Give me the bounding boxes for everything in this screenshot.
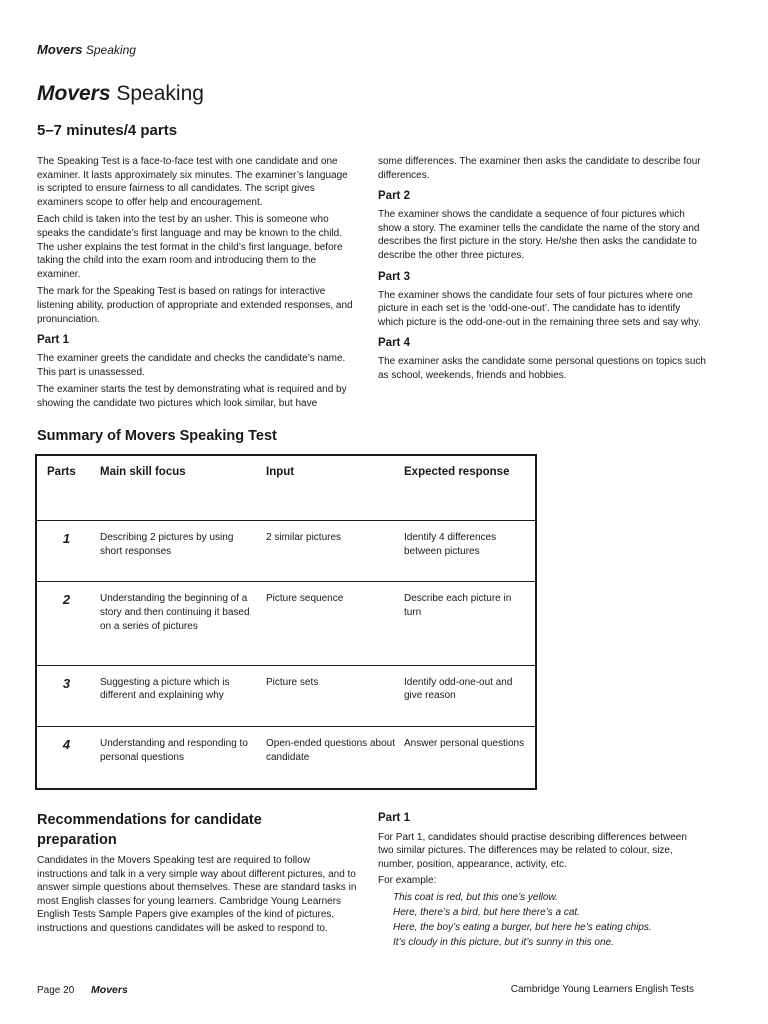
- summary-table: [35, 454, 537, 790]
- row-input: Open-ended questions about candidate: [266, 738, 395, 763]
- part-2-heading: Part 2: [378, 190, 410, 203]
- footer-series: Cambridge Young Learners English Tests: [510, 984, 694, 995]
- right-column: [378, 155, 708, 387]
- example-sentence: Here, the boy’s eating a burger, but here he’s eating chips.: [393, 922, 652, 934]
- running-head-section: Speaking: [85, 43, 136, 57]
- example-sentence: It’s cloudy in this picture, but it’s sunny in this one.: [393, 937, 614, 949]
- intro-paragraph-1: The Speaking Test is a face-to-face test with one candidate and one examiner. It lasts approximately six minutes. The examiner’s language is scripted to ensure fairness to all candidates. The script gives examiners scope to offer help and encouragement.: [37, 156, 348, 208]
- row-number: 1: [36, 521, 96, 582]
- row-response: Identify odd-one-out and give reason: [400, 665, 536, 726]
- recommendations-title: Recommendations for candidate preparation: [37, 812, 262, 848]
- part-1-heading: Part 1: [37, 334, 69, 347]
- header-input: Input: [262, 455, 400, 521]
- row-skill: Suggesting a picture which is different and explaining why: [96, 665, 262, 726]
- example-sentence: Here, there’s a bird, but here there’s a cat.: [393, 907, 580, 919]
- table-row: [36, 665, 536, 726]
- table-row: [36, 727, 536, 789]
- page-title: [37, 82, 204, 106]
- reco-part-1-heading: Part 1: [378, 812, 410, 824]
- row-response: Describe each picture in turn: [400, 582, 536, 665]
- part-1-text-2: The examiner starts the test by demonstrating what is required and by showing the candidate two pictures which look similar, but have: [37, 384, 347, 409]
- row-input: 2 similar pictures: [262, 521, 400, 582]
- recommendations-body: Candidates in the Movers Speaking test are required to follow instructions and talk in a very simple way about different pictures, and to answer simple questions about themselves. These are standard tasks in most English classes for young learners. Cambridge Young Learners English Tests Sample Papers give examples of the kind of pictures, instructions and questions candidates will be asked to respond to.: [37, 855, 357, 934]
- header-parts: Parts: [36, 455, 96, 521]
- row-input: Picture sets: [262, 665, 400, 726]
- row-number: 3: [36, 665, 96, 726]
- table-row: [36, 582, 536, 665]
- row-number: 4: [62, 737, 71, 753]
- duration-heading: 5–7 minutes/4 parts: [37, 122, 178, 139]
- row-input: Picture sequence: [262, 582, 400, 665]
- row-skill: Understanding the beginning of a story and then continuing it based on a series of pictures: [96, 582, 262, 665]
- row-response: Answer personal questions: [404, 738, 525, 750]
- footer-brand: Movers: [91, 984, 128, 996]
- row-skill: Describing 2 pictures by using short responses: [96, 521, 262, 582]
- running-head-brand: Movers: [37, 42, 83, 57]
- part-1-text-3: some differences. The examiner then asks the candidate to describe four differences.: [378, 156, 701, 181]
- part-2-text: The examiner shows the candidate a sequence of four pictures which show a story. The examiner tells the candidate the name of the story and describes the first picture in the story. He/she then asks the candidate to describe the other three pictures.: [378, 209, 700, 261]
- table-row: [36, 521, 536, 582]
- left-column: [37, 155, 357, 415]
- page-number: Page 20: [37, 985, 75, 996]
- table-header-row: [36, 455, 536, 521]
- running-head: [37, 42, 136, 57]
- row-number: 2: [36, 582, 96, 665]
- intro-paragraph-3: The mark for the Speaking Test is based on ratings for interactive listening ability, production of appropriate and extended responses, and pronunciation.: [37, 286, 353, 325]
- part-1-text-1: The examiner greets the candidate and checks the candidate’s name. This part is unassessed.: [37, 353, 346, 378]
- example-sentence: This coat is red, but this one’s yellow.: [393, 891, 558, 903]
- part-4-text: The examiner asks the candidate some personal questions on topics such as school, weekends, friends and hobbies.: [378, 356, 706, 381]
- row-skill: Understanding and responding to personal questions: [100, 738, 248, 763]
- intro-paragraph-2: Each child is taken into the test by an usher. This is someone who speaks the candidate’s first language and may be known to the child. The usher explains the test format in the child’s first language, before taking the child into the exam room and introducing them to the examiner.: [37, 214, 343, 280]
- footer-left: [37, 984, 128, 996]
- reco-part-1-text: For Part 1, candidates should practise describing differences between two similar pictures. The differences may be related to colour, size, number, position, appearance, activity, etc.: [378, 831, 687, 870]
- part-3-heading: Part 3: [378, 270, 410, 283]
- example-label: For example:: [378, 875, 437, 887]
- page-title-rest: Speaking: [116, 82, 204, 105]
- header-response: Expected response: [400, 455, 536, 521]
- part-3-text: The examiner shows the candidate four sets of four pictures where one picture in each set is the ‘odd-one-out’. The candidate has to identify which picture is the odd-one-out in the remaining three sets and say why.: [378, 289, 701, 328]
- part-4-heading: Part 4: [378, 337, 410, 350]
- row-response: Identify 4 differences between pictures: [400, 521, 536, 582]
- header-skill: Main skill focus: [96, 455, 262, 521]
- recommendations-part-1: [378, 812, 698, 951]
- summary-title: Summary of Movers Speaking Test: [37, 428, 277, 444]
- page-title-brand: Movers: [37, 82, 111, 105]
